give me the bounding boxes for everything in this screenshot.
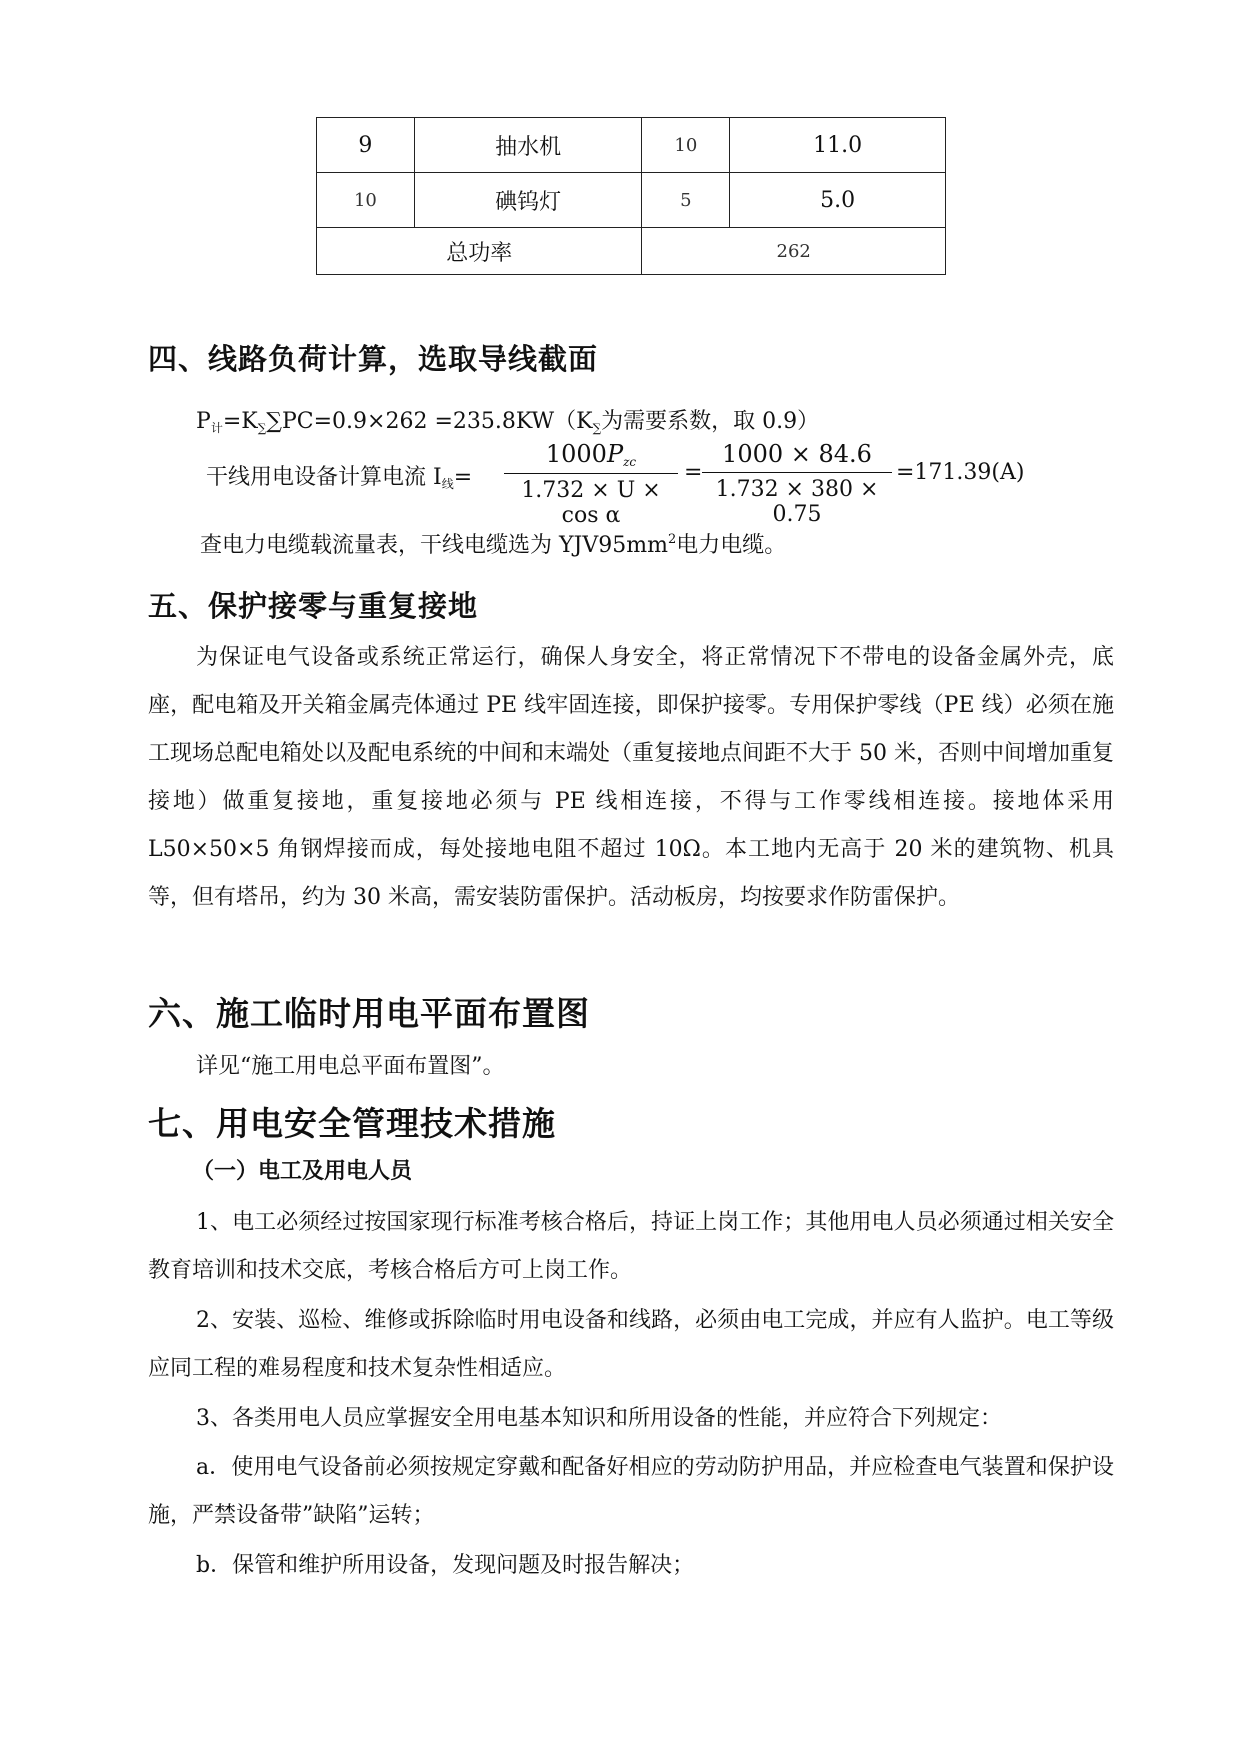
section-7-item-b: b．保管和维护所用设备，发现问题及时报告解决； bbox=[196, 1553, 695, 1578]
subscript: 线 bbox=[441, 477, 454, 491]
section-5-paragraph: 为保证电气设备或系统正常运行，确保人身安全，将正常情况下不带电的设备金属外壳，底座，配电箱及开关箱金属壳体通过 PE 线牢固连接，即保护接零。专用保护零线（PE 线）必须在施工现场总配电箱处以及配电系统的中间和末端处（重复接地点间距不大于 50 米，否则中间增加重复接地）做重复接地，重复接地必须与 PE 线相连接，不得与工作零线相连接。接地体采用 L50×50×5 角钢焊接而成，每处接地电阻不超过 10Ω。本工地内无高于 20 米的建筑物、机具等，但有塔吊，约为 30 米高，需安装防雷保护。活动板房，均按要求作防雷保护。 bbox=[148, 645, 1114, 910]
fraction-1-denominator: 1.732 × U × cos α bbox=[521, 478, 661, 528]
table-cell-qty: 10 bbox=[642, 118, 730, 173]
equals-sign: = bbox=[684, 460, 703, 485]
fraction-2-numerator: 1000 × 84.6 bbox=[702, 440, 892, 473]
table-cell-name: 抽水机 bbox=[414, 118, 642, 173]
cable-selection-line bbox=[200, 528, 786, 559]
num-value: 1000 bbox=[545, 440, 607, 468]
table-row bbox=[317, 118, 946, 173]
subscript: ∑ bbox=[257, 421, 267, 435]
subscript: 计 bbox=[210, 421, 223, 435]
table-cell-qty: 5 bbox=[642, 173, 730, 228]
section-6-paragraph: 详见“施工用电总平面布置图”。 bbox=[196, 1054, 505, 1079]
table-total-row bbox=[317, 228, 946, 275]
equals-sign: = bbox=[453, 465, 473, 490]
subscript: ∑ bbox=[592, 421, 602, 435]
fraction-2-denominator: 1.732 × 380 × 0.75 bbox=[715, 477, 879, 527]
table-cell-no: 10 bbox=[317, 173, 415, 228]
power-table bbox=[316, 117, 946, 275]
section-7-item-a: a．使用电气设备前必须按规定穿戴和配备好相应的劳动防护用品，并应检查电气装置和保护设施，严禁设备带”缺陷”运转； bbox=[148, 1455, 1114, 1528]
formula-prefix-text: 干线用电设备计算电流 I bbox=[206, 465, 442, 490]
fraction-2 bbox=[702, 440, 892, 527]
section-7-item-2: 2、安装、巡检、维修或拆除临时用电设备和线路，必须由电工完成，并应有人监护。电工等级应同工程的难易程度和技术复杂性相适应。 bbox=[148, 1308, 1114, 1381]
num-var: P bbox=[606, 440, 624, 468]
section-6-heading: 六、施工临时用电平面布置图 bbox=[148, 994, 590, 1033]
section-7-subheading: （一）电工及用电人员 bbox=[192, 1159, 413, 1184]
section-4-heading: 四、线路负荷计算，选取导线截面 bbox=[148, 342, 599, 376]
text-k: =K bbox=[222, 409, 258, 434]
text-p: P bbox=[196, 409, 211, 434]
table-cell-power: 11.0 bbox=[730, 118, 946, 173]
subscript: zc bbox=[623, 455, 637, 469]
superscript: 2 bbox=[667, 532, 677, 547]
fraction-1 bbox=[504, 440, 678, 528]
section-7-item-1: 1、电工必须经过按国家现行标准考核合格后，持证上岗工作；其他用电人员必须通过相关安全教育培训和技术交底，考核合格后方可上岗工作。 bbox=[148, 1210, 1114, 1283]
formula-prefix bbox=[206, 460, 472, 492]
section-7-item-3: 3、各类用电人员应掌握安全用电基本知识和所用设备的性能，并应符合下列规定： bbox=[196, 1406, 1002, 1431]
text-body: ∑PC=0.9×262 =235.8KW（K bbox=[266, 409, 593, 434]
table-total-value: 262 bbox=[642, 228, 946, 275]
formula-result: =171.39(A) bbox=[896, 460, 1025, 485]
cable-text: 查电力电缆载流量表，干线电缆选为 YJV95mm bbox=[200, 533, 668, 558]
table-cell-no: 9 bbox=[317, 118, 415, 173]
table-cell-power: 5.0 bbox=[730, 173, 946, 228]
section-7-heading: 七、用电安全管理技术措施 bbox=[148, 1104, 556, 1143]
table-cell-name: 碘钨灯 bbox=[414, 173, 642, 228]
table-total-label: 总功率 bbox=[317, 228, 642, 275]
text-tail: 为需要系数，取 0.9） bbox=[601, 409, 820, 434]
section-5-heading: 五、保护接零与重复接地 bbox=[148, 589, 479, 623]
cable-text-tail: 电力电缆。 bbox=[676, 533, 787, 558]
table-row bbox=[317, 173, 946, 228]
load-formula-line bbox=[196, 404, 819, 436]
fraction-1-numerator bbox=[504, 440, 678, 474]
